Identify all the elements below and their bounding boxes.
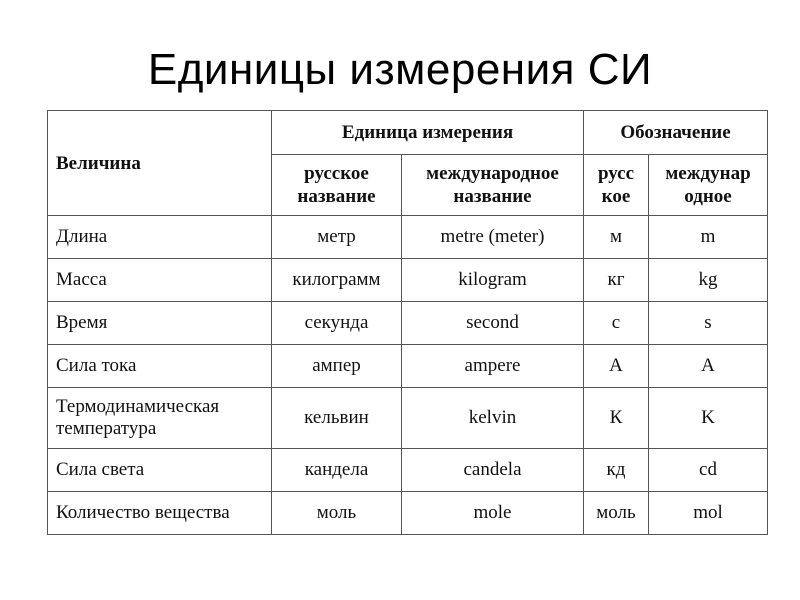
si-units-table [47,110,768,535]
cell-symbol-ru: К [584,388,649,449]
table-row [48,259,768,302]
cell-symbol-intl: m [649,216,768,259]
cell-symbol-intl: kg [649,259,768,302]
cell-symbol-ru: кд [584,449,649,492]
table-row [48,216,768,259]
page-title: Единицы измерения СИ [147,45,653,94]
cell-unit-ru: килограмм [272,259,402,302]
cell-quantity: Сила тока [48,345,272,388]
header-symbol-group: Обозначение [584,111,768,155]
cell-quantity: Длина [48,216,272,259]
header-unit-intl: международное название [402,155,584,216]
cell-unit-ru: кельвин [272,388,402,449]
header-symbol-ru: русс кое [584,155,649,216]
table-row [48,449,768,492]
cell-symbol-ru: моль [584,492,649,535]
cell-symbol-intl: A [649,345,768,388]
header-quantity: Величина [48,111,272,216]
cell-unit-intl: kelvin [402,388,584,449]
cell-symbol-ru: кг [584,259,649,302]
cell-unit-ru: моль [272,492,402,535]
cell-unit-ru: секунда [272,302,402,345]
table-row [48,388,768,449]
cell-unit-intl: candela [402,449,584,492]
cell-unit-ru: кандела [272,449,402,492]
cell-quantity: Термодинамическая температура [48,388,272,449]
cell-quantity: Время [48,302,272,345]
cell-unit-ru: ампер [272,345,402,388]
cell-unit-intl: kilogram [402,259,584,302]
header-unit-ru: русское название [272,155,402,216]
cell-symbol-intl: cd [649,449,768,492]
cell-unit-ru: метр [272,216,402,259]
cell-unit-intl: metre (meter) [402,216,584,259]
cell-quantity: Количество вещества [48,492,272,535]
table-row [48,492,768,535]
cell-unit-intl: ampere [402,345,584,388]
cell-symbol-intl: s [649,302,768,345]
cell-symbol-intl: K [649,388,768,449]
cell-symbol-ru: А [584,345,649,388]
cell-symbol-ru: м [584,216,649,259]
header-unit-group: Единица измерения [272,111,584,155]
cell-symbol-intl: mol [649,492,768,535]
cell-quantity: Масса [48,259,272,302]
cell-quantity: Сила света [48,449,272,492]
table-row [48,345,768,388]
header-row-1 [48,111,768,155]
cell-symbol-ru: с [584,302,649,345]
table-row [48,302,768,345]
cell-unit-intl: second [402,302,584,345]
cell-unit-intl: mole [402,492,584,535]
header-symbol-intl: междунар одное [649,155,768,216]
